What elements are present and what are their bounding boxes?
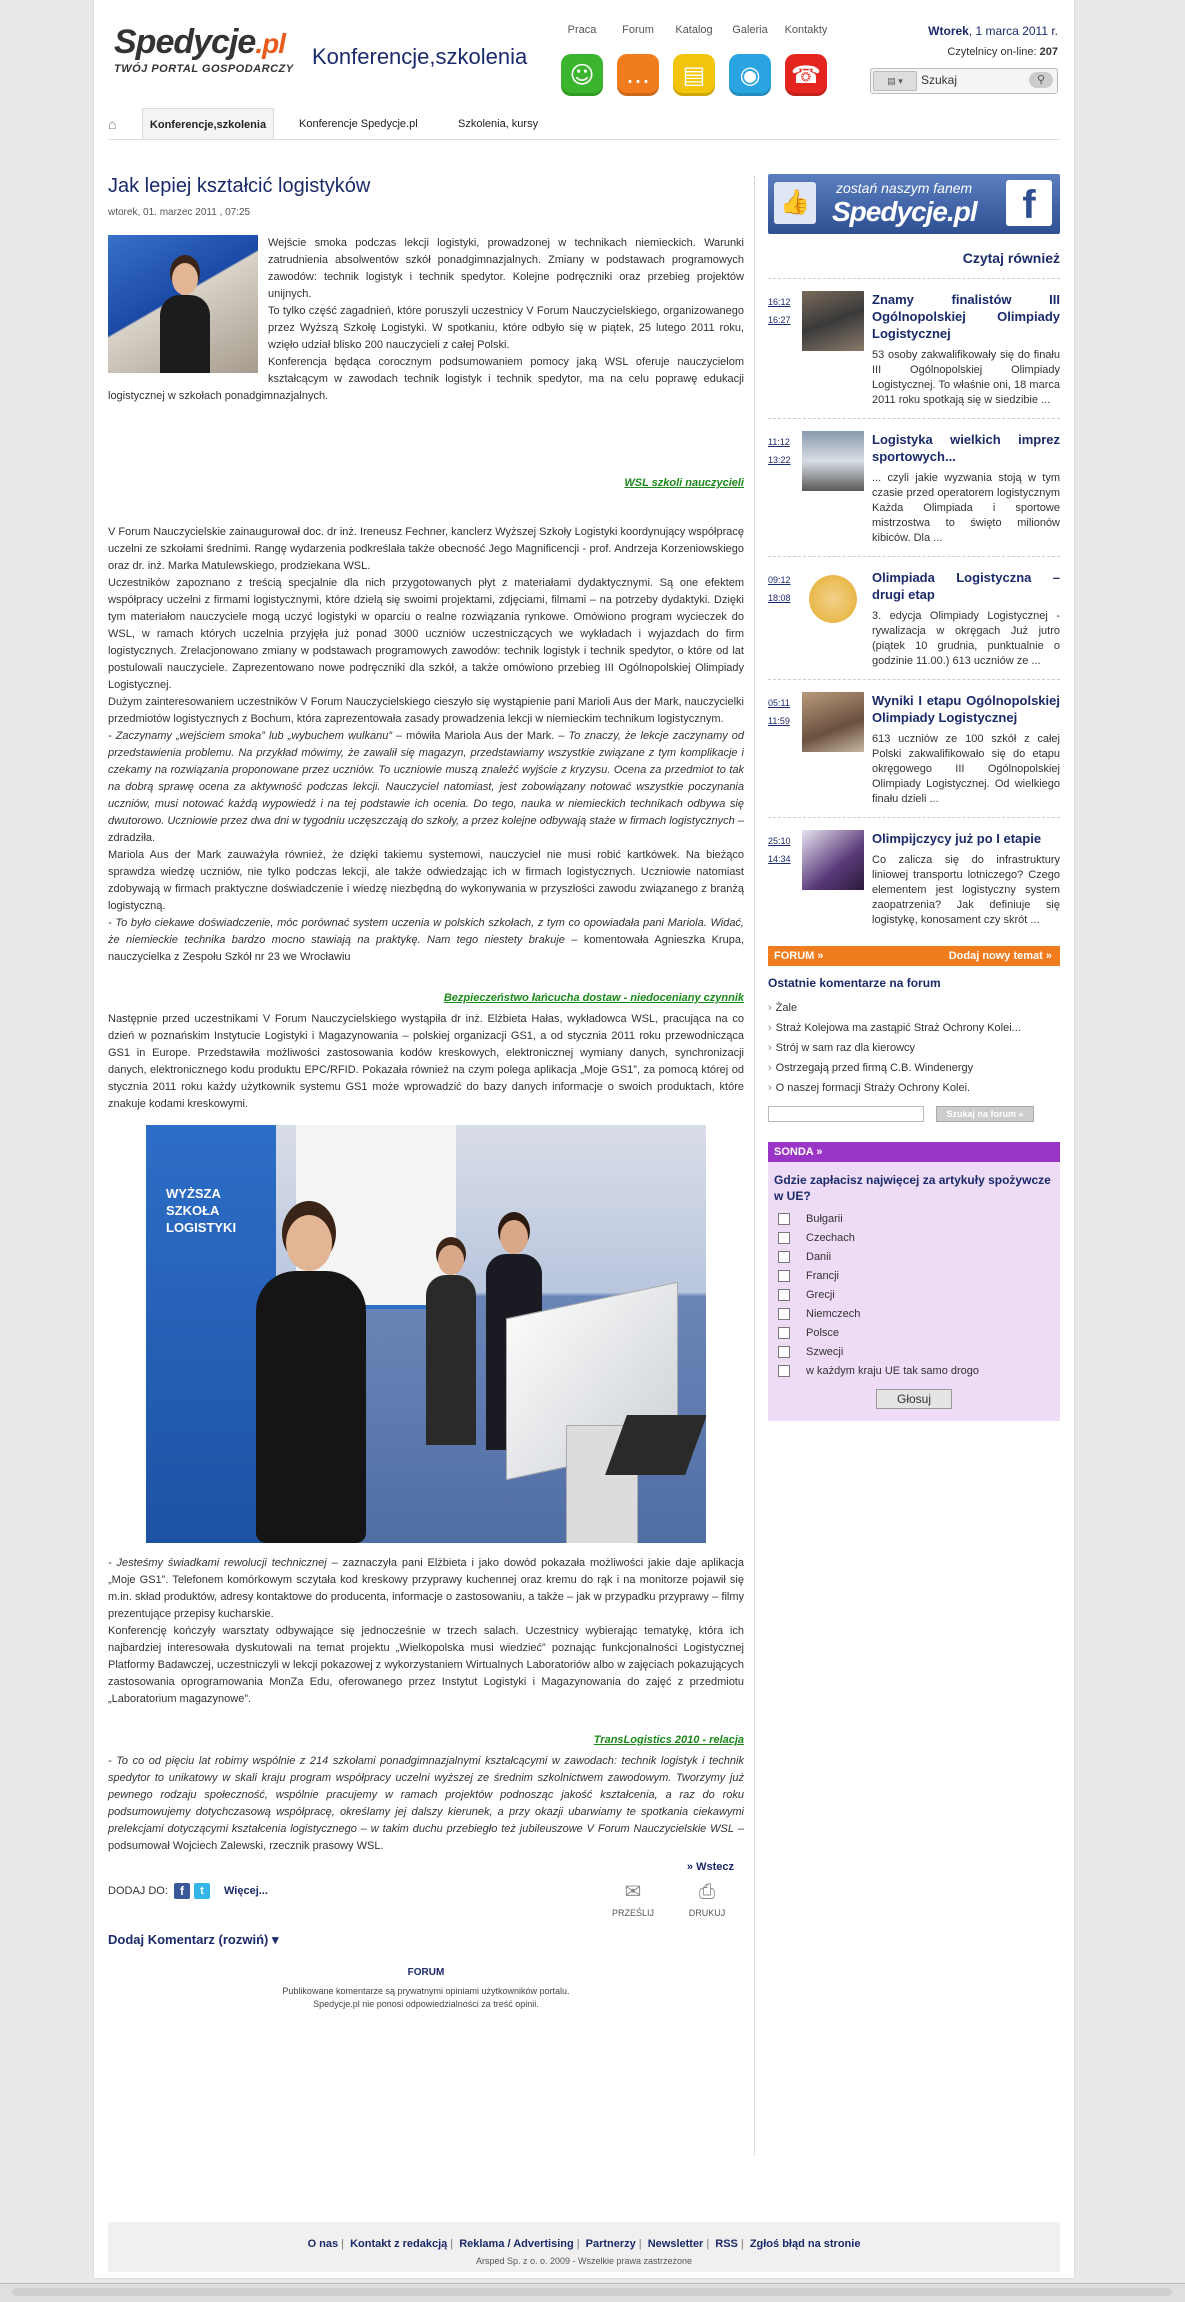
facebook-fan-banner[interactable] bbox=[768, 174, 1060, 234]
send-button[interactable]: ✉ PRZEŚLIJ bbox=[608, 1881, 658, 1922]
article-paragraph: Mariola Aus der Mark zauważyła również, że dzięki takiemu systemowi, nauczyciel nie musi robić kartkówek. Na bieżąco sprawdza wiedzę uczniów, nie tylko podczas lekcji, ale także odwiedzając ich w firmach logistycznych. Uczniowie natomiast zdobywają w firmach praktyczne doświadczenie i wiedzę niezbędną do wykonywania w przyszłości zawodu związanego z branżą logistyczną. bbox=[108, 849, 744, 912]
nav-praca[interactable] bbox=[552, 24, 612, 96]
back-link[interactable]: » Wstecz bbox=[686, 1861, 734, 1873]
poll-checkbox[interactable] bbox=[778, 1327, 790, 1339]
poll-checkbox[interactable] bbox=[778, 1270, 790, 1282]
new-topic-link[interactable]: Dodaj nowy temat » bbox=[948, 950, 1052, 962]
chat-icon[interactable]: … bbox=[617, 54, 659, 96]
poll-option[interactable]: w każdym kraju UE tak samo drogo bbox=[768, 1362, 1060, 1381]
column-divider bbox=[754, 176, 755, 2156]
nav-forum-label: Forum bbox=[622, 24, 654, 36]
forum-link[interactable]: FORUM » bbox=[774, 950, 824, 962]
related-title[interactable]: Olimpiada Logistyczna – drugi etap bbox=[872, 570, 1060, 602]
share-bar bbox=[108, 1861, 744, 1925]
search-scope-select[interactable]: ▤ ▾ bbox=[873, 71, 917, 91]
site-logo[interactable] bbox=[114, 25, 294, 75]
forum-disclaimer: Publikowane komentarze są prywatnymi opiniami użytkowników portalu. bbox=[282, 1986, 570, 1996]
poll-checkbox[interactable] bbox=[778, 1232, 790, 1244]
related-item[interactable] bbox=[768, 817, 1060, 938]
nav-kontakty-label: Kontakty bbox=[784, 24, 828, 36]
thumbs-up-icon: 👍 bbox=[774, 182, 816, 224]
photo-banner-text: WYŻSZA SZKOŁA LOGISTYKI bbox=[166, 1186, 237, 1235]
related-date: 11:12 13:22 bbox=[768, 437, 791, 465]
scrollbar-thumb[interactable] bbox=[12, 2288, 1172, 2296]
poll-checkbox[interactable] bbox=[778, 1365, 790, 1377]
related-desc: 613 uczniów ze 100 szkół z całej Polski zakwalifikowało się do etapu okręgowego III Ogólnopolskiej Olimpiady Logistycznej. Od wielkiego finału dzieli ... bbox=[872, 733, 1060, 805]
tab-konferencje-szkolenia[interactable]: Konferencje,szkolenia bbox=[142, 108, 274, 139]
related-desc: Co zalicza się do infrastruktury liniowej transportu lotniczego? Czego elementem jest logistyczny system zaopatrzenia? Jak definiuje się logistykę, konosament czy skrót ... bbox=[872, 854, 1060, 926]
article-paragraph: Dużym zainteresowaniem uczestników V Forum Nauczycielskiego cieszyło się wystąpienie pani Marioli Aus der Mark, nauczycielki przedmiotów logistycznych z Bochum, która zaprezentowała zasady prowadzenia lekcji w niemieckim technikum logistycznym. bbox=[108, 696, 744, 725]
related-title[interactable]: Olimpijczycy już po I etapie bbox=[872, 831, 1042, 846]
forum-bar bbox=[768, 946, 1060, 966]
poll-option[interactable]: Szwecji bbox=[768, 1343, 1060, 1362]
related-date: 16:12 16:27 bbox=[768, 297, 791, 325]
share-label: DODAJ DO: bbox=[108, 1885, 168, 1897]
article-paragraph: To tylko część zagadnień, które poruszyli uczestnicy V Forum Nauczycielskiego, organizowanego przez Wyższą Szkołę Logistyki. W spotkaniu, które odbyło się w piątek, 25 lutego 2011 roku, wzięło udział blisko 200 nauczycieli z całej Polski. bbox=[268, 305, 744, 351]
footer-link[interactable]: Kontakt z redakcją bbox=[350, 2238, 448, 2250]
article-paragraph: Konferencję kończyły warsztaty odbywające się jednocześnie w trzech salach. Uczestnicy wybierając tematykę, która ich najbardziej interesowała dyskutowali na temat projektu „Wielkopolska musi wiedzieć” poznając funkcjonalności Logistycznej Platformy Badawczej, uczestniczyli w lekcji pokazowej z wykorzystaniem Wirtualnych Laboratoriów albo w zajęciach pokazujących zastosowania oprogramowania MonZa Edu, oferowanego przez Instytut Logistyki i Magazynowania do zajęć z przedmiotu „Laboratorium magazynowe”. bbox=[108, 1625, 744, 1705]
related-desc: 3. edycja Olimpiady Logistycznej - rywalizacja w okręgach Już jutro (piątek 10 grudnia, punktualnie o godzinie 11.00.) 613 uczniów ze ... bbox=[872, 610, 1060, 667]
tab-szkolenia-kursy[interactable]: Szkolenia, kursy bbox=[458, 118, 539, 130]
add-comment-toggle[interactable]: Dodaj Komentarz (rozwiń) ▾ bbox=[108, 1932, 279, 1947]
forum-footer bbox=[108, 1966, 744, 2011]
footer-link[interactable]: RSS bbox=[715, 2238, 738, 2250]
related-item[interactable] bbox=[768, 556, 1060, 679]
forum-search-input[interactable] bbox=[768, 1106, 924, 1122]
poll-option[interactable]: Danii bbox=[768, 1248, 1060, 1267]
poll-question: Gdzie zapłacisz najwięcej za artykuły spożywcze w UE? bbox=[774, 1173, 1051, 1203]
section-title: Konferencje,szkolenia bbox=[312, 44, 528, 69]
search-input[interactable]: Szukaj bbox=[921, 73, 958, 87]
poll-checkbox[interactable] bbox=[778, 1251, 790, 1263]
related-date: 09:12 18:08 bbox=[768, 575, 791, 603]
related-heading: Czytaj również bbox=[962, 250, 1060, 266]
search-icon[interactable]: ⚲ bbox=[1029, 72, 1053, 88]
eye-icon[interactable]: ◉ bbox=[729, 54, 771, 96]
nav-forum[interactable] bbox=[608, 24, 668, 96]
copyright: Arsped Sp. z o. o. 2009 - Wszelkie prawa zastrzeżone bbox=[475, 2256, 693, 2266]
forum-item[interactable]: › Straż Kolejowa ma zastąpić Straż Ochrony Kolei... bbox=[768, 1022, 1021, 1034]
subheading-link[interactable]: TransLogistics 2010 - relacja bbox=[593, 1734, 744, 1746]
search-box bbox=[870, 68, 1058, 94]
forum-disclaimer: Spedycje.pl nie ponosi odpowiedzialności za treść opinii. bbox=[313, 1999, 539, 2009]
related-thumbnail[interactable] bbox=[802, 692, 864, 752]
envelope-icon: ✉ bbox=[624, 1881, 642, 1903]
related-thumbnail[interactable] bbox=[802, 431, 864, 491]
related-date: 25:10 14:34 bbox=[768, 836, 791, 864]
related-title[interactable]: Wyniki I etapu Ogólnopolskiej Olimpiady Logistycznej bbox=[872, 693, 1060, 725]
article-photo bbox=[146, 1125, 706, 1543]
nav-katalog[interactable] bbox=[664, 24, 724, 96]
forum-item[interactable]: › Ostrzegają przed firmą C.B. Windenergy bbox=[768, 1062, 974, 1074]
logo-text: Spedycje.pl bbox=[114, 23, 285, 61]
related-thumbnail[interactable] bbox=[802, 569, 864, 629]
article-title: Jak lepiej kształcić logistyków bbox=[108, 175, 371, 197]
related-title[interactable]: Logistyka wielkich imprez sportowych... bbox=[872, 432, 1060, 464]
poll-option[interactable]: Niemczech bbox=[768, 1305, 1060, 1324]
poll-option[interactable]: Bułgarii bbox=[768, 1210, 1060, 1229]
forum-search-button[interactable]: Szukaj na forum » bbox=[936, 1106, 1034, 1122]
folder-icon[interactable]: ▤ bbox=[673, 54, 715, 96]
nav-katalog-label: Katalog bbox=[675, 24, 713, 36]
related-thumbnail[interactable] bbox=[802, 830, 864, 890]
nav-praca-label: Praca bbox=[567, 24, 597, 36]
article-paragraph: V Forum Nauczycielskie zainaugurował doc. dr inż. Ireneusz Fechner, kanclerz Wyższej Szkoły Logistyki koordynujący współpracę uczelni ze szkołami średnimi. Rangę wydarzenia podkreślała także obecność Jego Magnificencji - prof. Andrzeja Korzeniowskiego oraz dr. inż. Marka Matulewskiego, prodziekana WSL. bbox=[108, 526, 744, 572]
nav-galeria[interactable] bbox=[720, 24, 780, 96]
related-date: 05:11 11:59 bbox=[768, 698, 790, 726]
forum-comments-heading: Ostatnie komentarze na forum bbox=[768, 976, 941, 990]
article-paragraph: Wejście smoka podczas lekcji logistyki, prowadzonej w technikach niemieckich. Warunki zatrudnienia absolwentów szkół ponadgimnazjalnych. Zmiany w podstawach programowych zawodów: technik logistyk i technik spedytor. Kolejne podręczniki oraz przebieg projektów unijnych. bbox=[268, 237, 744, 300]
article-paragraph: - Jesteśmy świadkami rewolucji technicznej – zaznaczyła pani Elżbieta i jako dowód pokazała możliwości jakie daje aplikacja „Moje GS1”. Telefonem komórkowym sczytała kod kreskowy przyprawy kuchennej oraz kremu do rąk i na monitorze pojawił się m.in. skład produktów, adresy kontaktowe do producenta, informacje o zastosowaniu, a także – jak w przypadku przyprawy – filmy prezentujące przepisy kucharskie. bbox=[108, 1557, 744, 1620]
article-paragraph: - To co od pięciu lat robimy wspólnie z 214 szkołami ponadgimnazjalnymi kształcącymi w zawodach: technik logistyk i technik spedytor to unikatowy w skali kraju program współpracy uczelni wyższej ze średnim szkolnictwem zawodowym. Tworzymy już pewnego rodzaju społeczność, wspólnie pracujemy w ramach projektów podnosząc jakość kształcenia, a raz do roku podsumowujemy dotychczasową współpracę, określamy jej dalszy kierunek, a przy okazji ubarwiamy te spotkania ciekawymi prelekcjami dotyczącymi kształcenia logistycznego – w takim duchu przebiegło też jubileuszowe V Forum Nauczycielskie WSL – podsumował Wojciech Zalewski, rzecznik prasowy WSL. bbox=[108, 1755, 744, 1852]
person-icon[interactable]: ☺ bbox=[561, 54, 603, 96]
poll bbox=[768, 1142, 1060, 1421]
fan-banner-text: zostań naszym fanem bbox=[836, 180, 973, 196]
article bbox=[108, 170, 744, 2011]
forum-item[interactable]: › Strój w sam raz dla kierowcy bbox=[768, 1042, 916, 1054]
article-paragraph: - Zaczynamy „wejściem smoka” lub „wybuchem wulkanu” – mówiła Mariola Aus der Mark. – To znaczy, że lekcje zaczynamy od przedstawienia problemu. Na przykład mówimy, że zawalił się magazyn, przedstawiamy wszystkie związane z tym komplikacje i czekamy na rozwiązania proponowane przez uczniów. To uczniowie muszą znaleźć wyjście z kryzysu. Ocena za przedmiot to tak na dobrą sprawę ocena za aktywność podczas lekcji. Nauczyciel natomiast, jest zobowiązany notować wszystkie poczynania uczniów, musi notować każdą wypowiedź i na tej podstawie ich ocenia. Do tego, nauka w niemieckich technikach odbywa się dwutorowo. Uczniowie przez dwa dni w tygodniu uczęszczają do szkoły, a przez kolejne odbywają staże w firmach logistycznych – zdradziła. bbox=[108, 730, 744, 844]
forum-label[interactable]: FORUM bbox=[407, 1967, 445, 1978]
lead-photo bbox=[108, 235, 258, 373]
related-title[interactable]: Znamy finalistów III Ogólnopolskiej Olimpiady Logistycznej bbox=[872, 292, 1060, 341]
printer-icon: ⎙ bbox=[699, 1881, 715, 1903]
subheading-link[interactable]: Bezpieczeństwo łańcucha dostaw - niedoceniany czynnik bbox=[443, 992, 744, 1004]
poll-option[interactable]: Polsce bbox=[768, 1324, 1060, 1343]
poll-checkbox[interactable] bbox=[778, 1213, 790, 1225]
poll-checkbox[interactable] bbox=[778, 1289, 790, 1301]
footer-link[interactable]: Newsletter bbox=[647, 2238, 704, 2250]
footer-link[interactable]: Zgłoś błąd na stronie bbox=[749, 2238, 861, 2250]
related-item[interactable] bbox=[768, 278, 1060, 418]
related-desc: 53 osoby zakwalifikowały się do finału III Ogólnopolskiej Olimpiady Logistycznej. To właśnie oni, 18 marca 2011 roku spotkają się w siedzibie ... bbox=[872, 349, 1060, 406]
more-share-link[interactable]: Więcej... bbox=[224, 1885, 268, 1897]
header-divider bbox=[108, 139, 1060, 140]
poll-option[interactable]: Francji bbox=[768, 1267, 1060, 1286]
nav-galeria-label: Galeria bbox=[732, 24, 768, 36]
forum-list bbox=[768, 998, 1060, 1098]
contacts-icon[interactable]: ☎ bbox=[785, 54, 827, 96]
related-item[interactable] bbox=[768, 679, 1060, 817]
subheading-link[interactable]: WSL szkoli nauczycieli bbox=[624, 477, 744, 489]
current-date: Wtorek, 1 marca 2011 r. bbox=[928, 24, 1058, 38]
poll-option[interactable]: Czechach bbox=[768, 1229, 1060, 1248]
forum-item[interactable]: › O naszej formacji Straży Ochrony Kolei. bbox=[768, 1082, 971, 1094]
poll-checkbox[interactable] bbox=[778, 1308, 790, 1320]
fan-banner-brand: Spedycje.pl bbox=[832, 196, 977, 227]
related-thumbnail[interactable] bbox=[802, 291, 864, 351]
logo-tagline: TWÓJ PORTAL GOSPODARCZY bbox=[114, 63, 294, 75]
poll-checkbox[interactable] bbox=[778, 1346, 790, 1358]
article-paragraph: Uczestników zapoznano z treścią specjalnie dla nich przygotowanych płyt z materiałami dydaktycznymi. Są one efektem współpracy uczelni z firmami logistycznymi, które dzielą się swoimi projektami, zdjęciami, filmami – na potrzeby dydaktyki. Dzięki tym materiałom nauczyciele mogą uczyć logistyki w oparciu o realne rozwiązania rynkowe. Omówiono program wycieczek do WSL, w ramach których uczelnia przyjęła już ponad 3000 uczniów uczestniczących we wykładach i wyjazdach do firm logistycznych. Zrelacjonowano zmiany w podstawach programowych zawodów: technik logistyk i technik spedytor, o które od lat postulowali nauczyciele. Zaprezentowano nowe podręczniki dla szkół, a także omówiono przebieg III Ogólnopolskiej Olimpiady Logistycznej. bbox=[108, 577, 744, 691]
tab-konferencje-spedycje[interactable]: Konferencje Spedycje.pl bbox=[299, 118, 418, 130]
footer-links: O nas | Kontakt z redakcją | Reklama / Advertising | Partnerzy | Newsletter | RSS | Zgłoś błąd na stronie bbox=[307, 2238, 861, 2250]
article-paragraph: Następnie przed uczestnikami V Forum Nauczycielskiego wystąpiła dr inż. Elżbieta Hałas, wykładowca WSL, pracująca na co dzień w poznańskim Instytucie Logistyki i Magazynowania – polskiej organizacji GS1, a od stycznia 2011 roku przewodnicząca GS1 in Europe. Przedstawiła możliwości zastosowania kodów kreskowych, elektronicznej wymiany danych, synchronizacji danych, elektronicznego kodu produktu EPC/RFID. Pokazała również na czym polega aplikacja „Moje GS1”, za pomocą której od stycznia 2011 roku każdy użytkownik systemu GS1 może wprowadzić do bazy danych informacje o swoich produktach, które znakuje kodami kreskowymi. bbox=[108, 1013, 744, 1110]
footer-link[interactable]: O nas bbox=[307, 2238, 339, 2250]
print-button[interactable]: ⎙ DRUKUJ bbox=[682, 1881, 732, 1922]
article-paragraph: Konferencja będąca corocznym podsumowaniem pomocy jaką WSL oferuje nauczycielom kształcącym w zawodach technik logistyk i technik spedytor, ma na celu poprawę edukacji logistycznej w szkołach ponadgimnazjalnych. bbox=[108, 356, 744, 402]
vote-button[interactable]: Głosuj bbox=[876, 1389, 952, 1409]
footer-link[interactable]: Reklama / Advertising bbox=[459, 2238, 574, 2250]
nav-kontakty[interactable] bbox=[776, 24, 836, 96]
poll-header[interactable]: SONDA » bbox=[768, 1142, 1060, 1162]
related-desc: ... czyli jakie wyzwania stoją w tym czasie przed operatorem logistycznym Każda Olimpiada i sportowe mistrzostwa to święto milionów kibiców. Dla ... bbox=[872, 472, 1060, 544]
forum-item[interactable]: › Żale bbox=[768, 1002, 798, 1014]
page bbox=[94, 0, 1074, 2278]
sidebar bbox=[768, 174, 1060, 1421]
online-counter: Czytelnicy on-line: 207 bbox=[947, 46, 1058, 58]
article-paragraph: - To było ciekawe doświadczenie, móc porównać system uczenia w polskich szkołach, z tym co opowiadała pani Mariola. Widać, że niemieckie technika bardzo mocno stawiają na praktykę. Nam tego niestety brakuje – komentowała Agnieszka Krupa, nauczycielka z Zespołu Szkół nr 23 we Wrocławiu bbox=[108, 917, 744, 963]
facebook-icon[interactable]: f bbox=[174, 1883, 190, 1899]
facebook-logo-icon: f bbox=[1006, 180, 1052, 226]
twitter-icon[interactable]: t bbox=[194, 1883, 210, 1899]
article-date: wtorek, 01. marzec 2011 , 07:25 bbox=[108, 207, 251, 218]
footer bbox=[108, 2222, 1060, 2272]
related-item[interactable] bbox=[768, 418, 1060, 556]
top-nav bbox=[552, 24, 852, 104]
horizontal-scrollbar[interactable] bbox=[0, 2283, 1185, 2302]
home-icon[interactable]: ⌂ bbox=[108, 116, 117, 132]
poll-option[interactable]: Grecji bbox=[768, 1286, 1060, 1305]
forum-search bbox=[768, 1104, 1060, 1130]
footer-link[interactable]: Partnerzy bbox=[585, 2238, 636, 2250]
